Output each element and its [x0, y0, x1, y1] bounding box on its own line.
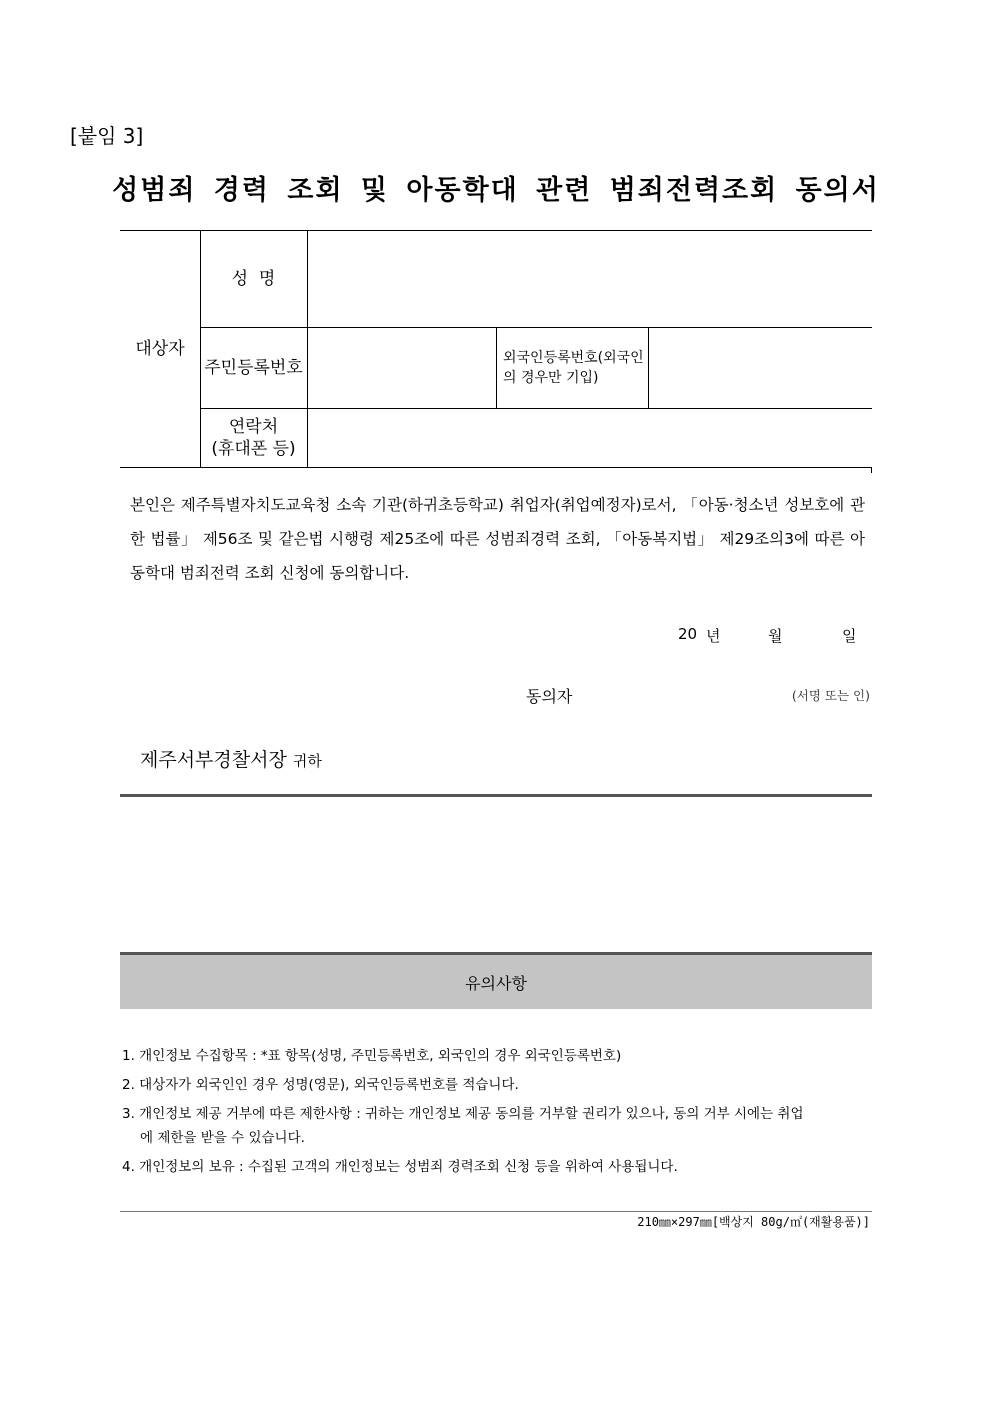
- consent-statement: 본인은 제주특별자치도교육청 소속 기관(하귀초등학교) 취업자(취업예정자)로서, 「아동·청소년 성보호에 관한 법률」 제56조 및 같은법 시행령 제25조에 따른 성범죄경력 조회, 「아동복지법」 제29조의3에 따른 아동학대 범죄전력 조회 신청에 동의합니다.: [130, 496, 865, 582]
- subject-label: 대상자: [135, 339, 185, 359]
- contact-field[interactable]: [308, 409, 871, 467]
- contact-label-line1: 연락처: [228, 416, 279, 437]
- date-day-label: 일: [842, 627, 857, 645]
- addressee: [140, 745, 322, 772]
- name-label: 성 명: [231, 268, 276, 289]
- page-title: 성범죄 경력 조회 및 아동학대 관련 범죄전력조회 동의서: [112, 175, 880, 206]
- contact-label-line2: (휴대폰 등): [211, 438, 296, 459]
- addressee-suffix: 귀하: [292, 752, 322, 770]
- notice-item: 3. 개인정보 제공 거부에 따른 제한사항 : 귀하는 개인정보 제공 동의를 거부할 권리가 있으나, 동의 거부 시에는 취업: [122, 1106, 804, 1122]
- rrn-field[interactable]: [308, 328, 496, 408]
- notice-item-continuation: 에 제한을 받을 수 있습니다.: [140, 1130, 305, 1146]
- table-bottom-border: [120, 467, 872, 468]
- name-field[interactable]: [308, 231, 871, 327]
- table-end-tick: [871, 467, 872, 473]
- addressee-name: 제주서부경찰서장: [140, 749, 287, 771]
- notice-item: 4. 개인정보의 보유 : 수집된 고객의 개인정보는 성범죄 경력조회 신청 등을 위하여 사용됩니다.: [122, 1159, 678, 1175]
- foreign-id-field[interactable]: [649, 328, 871, 408]
- signer-label: 동의자: [526, 687, 573, 706]
- attachment-label: [붙임 3]: [70, 124, 144, 148]
- paper-spec-footer: 210㎜×297㎜[백상지 80g/㎡(재활용품)]: [637, 1215, 870, 1229]
- rrn-label: 주민등록번호: [204, 357, 303, 378]
- notice-list: [122, 1044, 870, 1184]
- notice-item: 2. 대상자가 외국인인 경우 성명(영문), 외국인등록번호를 적습니다.: [122, 1077, 519, 1093]
- foreign-id-label: 외국인등록번호(외국인의 경우만 기입): [503, 350, 644, 386]
- signature-hint: (서명 또는 인): [791, 688, 870, 703]
- section-divider: [120, 794, 872, 797]
- footer-rule: [120, 1211, 872, 1212]
- notice-header: 유의사항: [120, 952, 872, 1009]
- date-month-label: 월: [768, 627, 783, 645]
- contact-label: [200, 408, 307, 467]
- date-year-prefix: 20: [678, 625, 698, 643]
- notice-item: 1. 개인정보 수집항목 : *표 항목(성명, 주민등록번호, 외국인의 경우 외국인등록번호): [122, 1048, 622, 1064]
- date-year-label: 년: [706, 627, 721, 645]
